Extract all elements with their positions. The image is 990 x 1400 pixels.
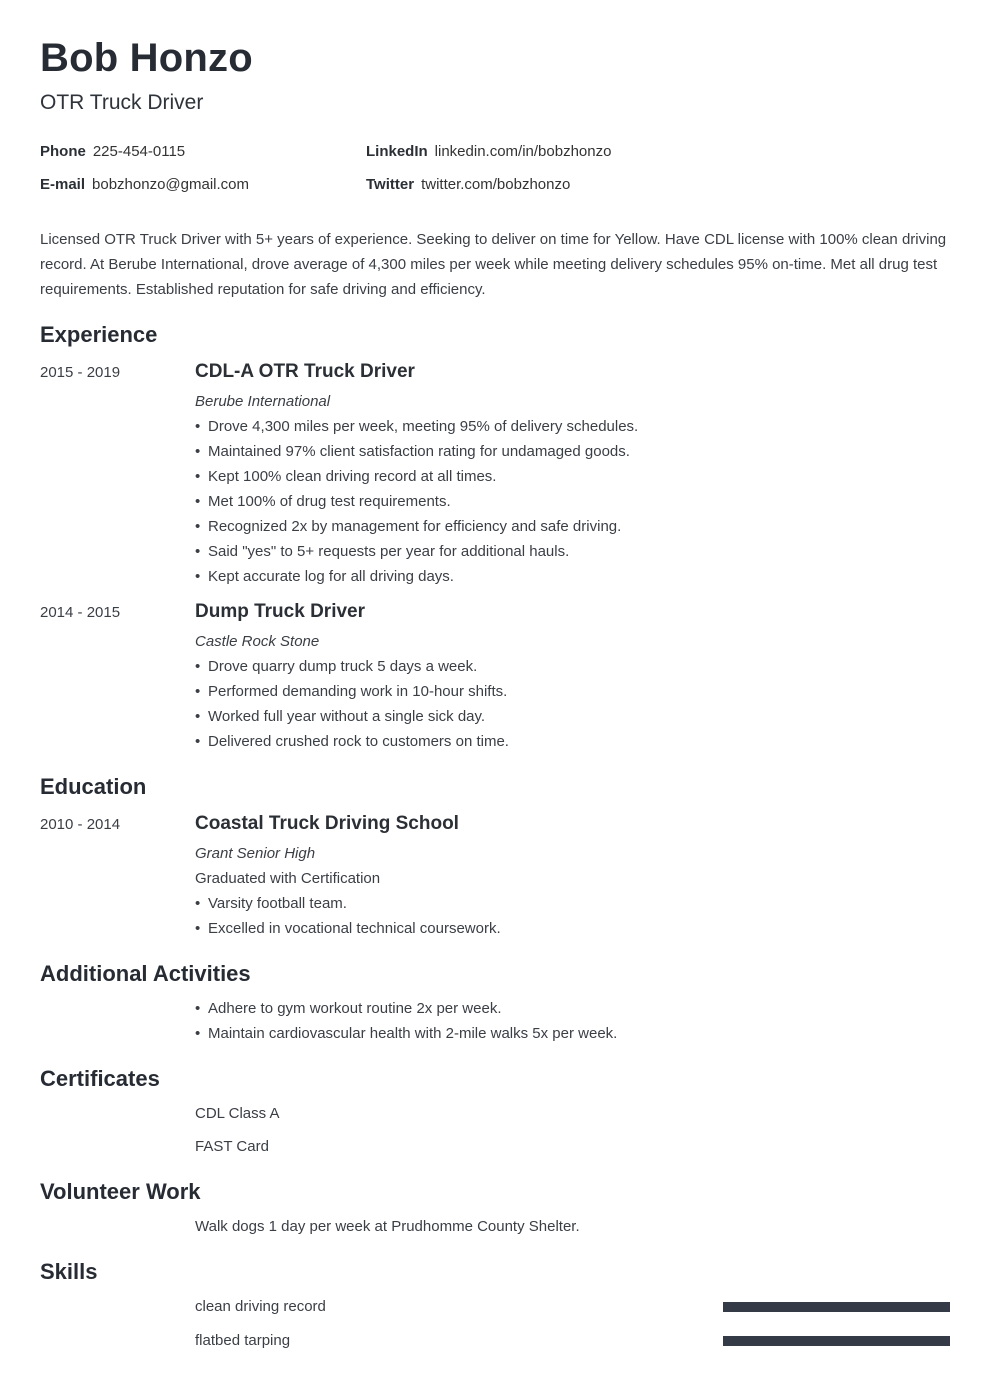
school-name: Coastal Truck Driving School <box>195 813 459 834</box>
job-bullets <box>195 414 638 589</box>
job-company: Castle Rock Stone <box>195 633 320 650</box>
skill-level-bar <box>723 1336 950 1346</box>
candidate-name: Bob Honzo <box>40 36 253 80</box>
skill-level-fill <box>723 1302 950 1312</box>
list-item: • Recognized 2x by management for efficiency and safe driving. <box>195 514 638 539</box>
skill-level-fill <box>723 1336 950 1346</box>
volunteer-heading: Volunteer Work <box>40 1179 201 1204</box>
education-dates: 2010 - 2014 <box>40 816 121 833</box>
list-item: • Varsity football team. <box>195 891 501 916</box>
job-title: Dump Truck Driver <box>195 601 365 622</box>
job-dates: 2015 - 2019 <box>40 364 121 381</box>
experience-heading: Experience <box>40 322 158 347</box>
certificates-heading: Certificates <box>40 1066 160 1091</box>
contact-linkedin <box>366 143 611 160</box>
job-company: Berube International <box>195 393 331 410</box>
skill-level-bar <box>723 1302 950 1312</box>
job-bullets <box>195 654 509 754</box>
list-item: • Drove quarry dump truck 5 days a week. <box>195 654 509 679</box>
certificate-item: CDL Class A <box>195 1105 280 1122</box>
activities-heading: Additional Activities <box>40 961 251 986</box>
contact-twitter <box>366 176 570 193</box>
list-item: • Excelled in vocational technical coursework. <box>195 916 501 941</box>
list-item: • Drove 4,300 miles per week, meeting 95% of delivery schedules. <box>195 414 638 439</box>
skill-label: flatbed tarping <box>195 1332 291 1349</box>
professional-summary: Licensed OTR Truck Driver with 5+ years of experience. Seeking to deliver on time for Yellow. Have CDL license with 100% clean driving record. At Berube International, drove average of 4,300 miles per week while meeting delivery schedules 95% on-time. Met all drug test requirements. Established reputation for safe driving and efficiency. <box>40 231 947 298</box>
education-bullets <box>195 891 501 941</box>
job-dates: 2014 - 2015 <box>40 604 121 621</box>
list-item: • Performed demanding work in 10-hour shifts. <box>195 679 509 704</box>
list-item: • Said "yes" to 5+ requests per year for additional hauls. <box>195 539 638 564</box>
list-item: • Adhere to gym workout routine 2x per week. <box>195 996 617 1021</box>
linkedin-value[interactable]: linkedin.com/in/bobzhonzo <box>434 143 612 160</box>
list-item: • Kept 100% clean driving record at all times. <box>195 464 638 489</box>
list-item: • Kept accurate log for all driving days. <box>195 564 638 589</box>
contact-email <box>40 176 249 193</box>
phone-label: Phone <box>40 143 86 160</box>
job-title: CDL-A OTR Truck Driver <box>195 361 415 382</box>
education-heading: Education <box>40 774 147 799</box>
institution-name: Grant Senior High <box>195 845 316 862</box>
skills-heading: Skills <box>40 1259 98 1284</box>
contact-phone <box>40 143 185 160</box>
phone-value[interactable]: 225-454-0115 <box>92 143 186 160</box>
job-role: OTR Truck Driver <box>40 91 204 114</box>
list-item: • Worked full year without a single sick day. <box>195 704 509 729</box>
education-note: Graduated with Certification <box>195 870 381 887</box>
volunteer-text: Walk dogs 1 day per week at Prudhomme County Shelter. <box>195 1218 580 1235</box>
skill-label: clean driving record <box>195 1298 326 1315</box>
linkedin-label: LinkedIn <box>366 143 428 160</box>
list-item: • Maintained 97% client satisfaction rating for undamaged goods. <box>195 439 638 464</box>
twitter-label: Twitter <box>366 176 415 193</box>
certificate-item: FAST Card <box>195 1138 269 1155</box>
list-item: • Delivered crushed rock to customers on time. <box>195 729 509 754</box>
activities-bullets <box>195 996 617 1046</box>
email-label: E-mail <box>40 176 86 193</box>
list-item: • Maintain cardiovascular health with 2-mile walks 5x per week. <box>195 1021 617 1046</box>
email-value[interactable]: bobzhonzo@gmail.com <box>92 176 249 193</box>
list-item: • Met 100% of drug test requirements. <box>195 489 638 514</box>
twitter-value[interactable]: twitter.com/bobzhonzo <box>421 176 571 193</box>
